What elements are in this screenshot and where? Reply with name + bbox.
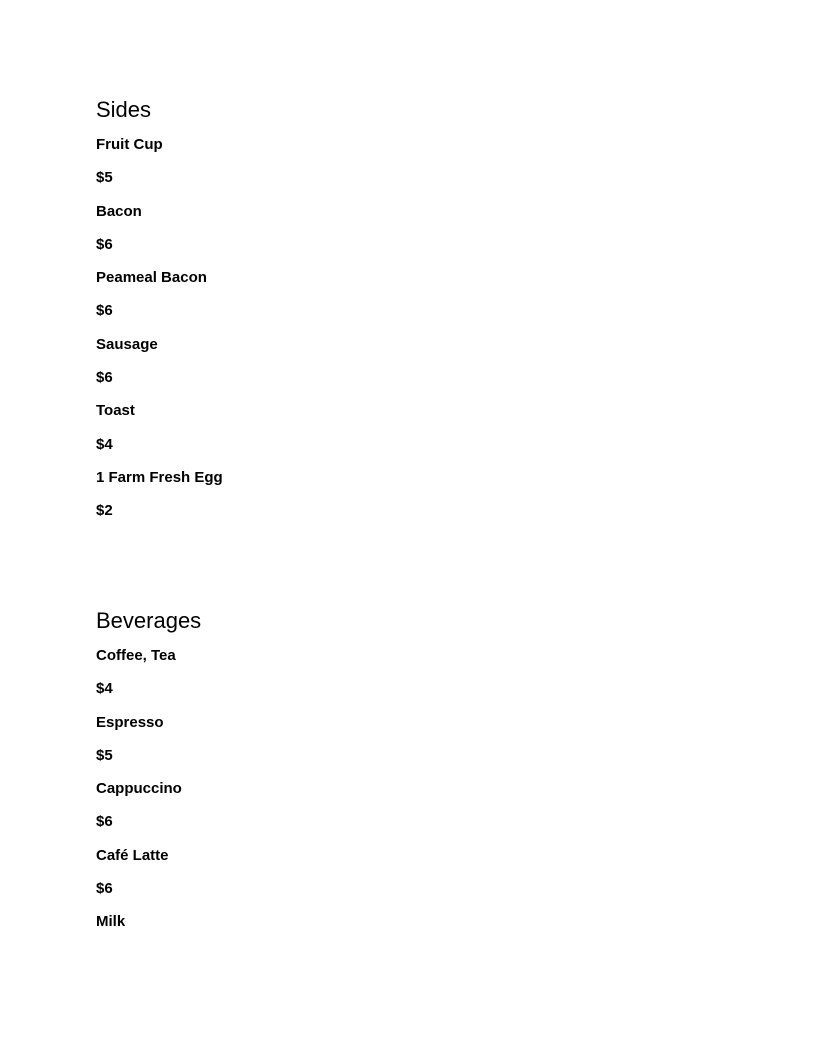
item-name: Sausage [96,335,158,353]
item-name: Café Latte [96,846,169,864]
item-name: Fruit Cup [96,136,163,153]
item-price: $6 [96,302,113,320]
item-name: Toast [96,402,135,420]
item-name: Espresso [96,713,164,731]
section-sides [96,96,223,535]
item-price: $6 [96,880,113,898]
item-price: $5 [96,746,113,764]
item-name: Peameal Bacon [96,269,207,287]
item-list [96,135,223,521]
item-price: $2 [96,502,113,520]
item-price: $6 [96,235,113,253]
section-title: Sides [96,97,152,122]
item-name: Bacon [96,202,142,220]
item-list [96,646,201,932]
section-title: Beverages [96,608,202,633]
item-price: $6 [96,369,113,387]
item-price: $6 [96,813,113,831]
section-beverages [96,607,201,946]
item-name: Cappuccino [96,780,182,798]
item-price: $4 [96,435,113,453]
item-name: Milk [96,913,126,931]
item-price: $4 [96,680,113,698]
item-name: 1 Farm Fresh Egg [96,468,223,486]
item-price: $5 [96,169,113,187]
item-name: Coffee, Tea [96,647,176,664]
